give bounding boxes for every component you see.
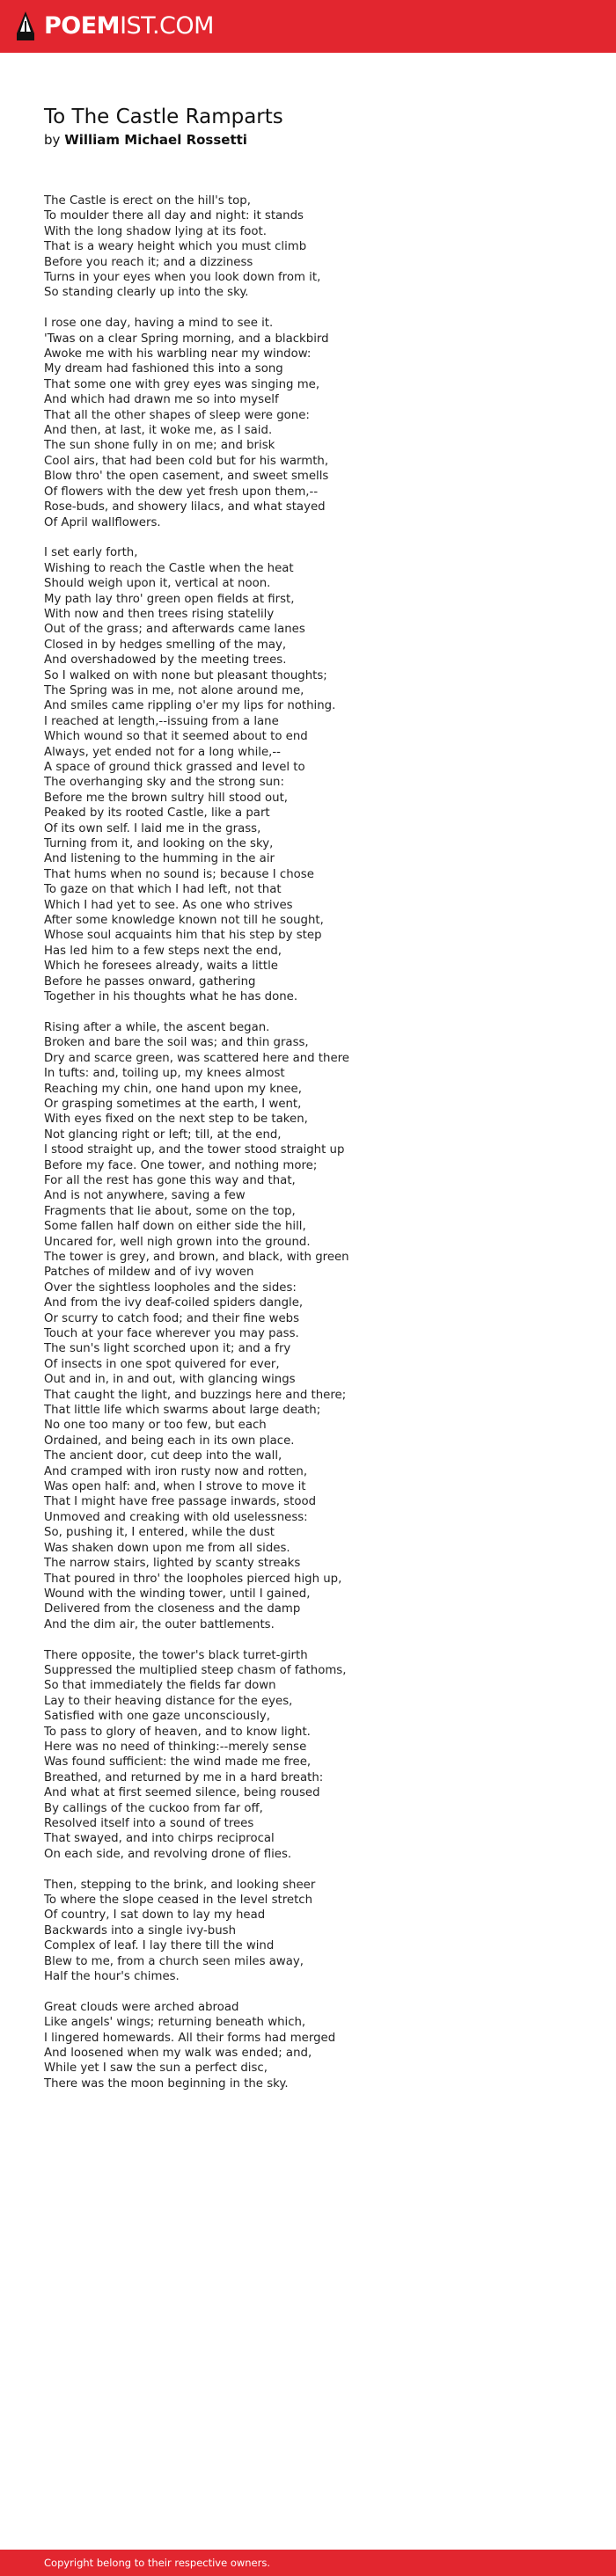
stanza	[44, 2000, 590, 2091]
poem-line: Unmoved and creaking with old uselessness:	[44, 1510, 308, 1524]
poem-line: Breathed, and returned by me in a hard breath:	[44, 1770, 324, 1784]
poem-line: That caught the light, and buzzings here and there;	[44, 1388, 347, 1402]
poem-line: Then, stepping to the brink, and looking sheer	[44, 1878, 316, 1892]
poem-line: Together in his thoughts what he has done.	[44, 990, 298, 1004]
site-footer	[0, 2550, 616, 2576]
poem-line: Before you reach it; and a dizziness	[44, 255, 253, 269]
footer-copyright: Copyright belong to their respective owners.	[44, 2557, 271, 2569]
poem-line: The Castle is erect on the hill's top,	[44, 194, 251, 208]
poem-line: That little life which swarms about large death;	[44, 1404, 321, 1418]
stanza	[44, 1878, 590, 1985]
poem-line: Before my face. One tower, and nothing more;	[44, 1158, 318, 1172]
poem-line: With eyes fixed on the next step to be taken,	[44, 1113, 308, 1127]
poem-line: To gaze on that which I had left, not that	[44, 883, 282, 897]
poem-line: Patches of mildew and of ivy woven	[44, 1266, 254, 1280]
stanza	[44, 316, 590, 530]
poem-line: Suppressed the multiplied steep chasm of fathoms,	[44, 1663, 347, 1677]
poem-line: Dry and scarce green, was scattered here and there	[44, 1051, 349, 1065]
poem-line: And the dim air, the outer battlements.	[44, 1617, 275, 1631]
poem-line: On each side, and revolving drone of flies.	[44, 1847, 292, 1861]
poem-line: Whose soul acquaints him that his step by step	[44, 929, 322, 943]
poem-line: The sun's light scorched upon it; and a fry	[44, 1342, 291, 1356]
stanza	[44, 545, 590, 1004]
poem-line: So that immediately the fields far down	[44, 1679, 276, 1693]
poem-line: By callings of the cuckoo from far off,	[44, 1801, 263, 1815]
poem-line: Over the sightless loopholes and the sides:	[44, 1281, 297, 1295]
poem-line: And from the ivy deaf-coiled spiders dangle,	[44, 1296, 304, 1310]
poem-line: Like angels' wings; returning beneath which,	[44, 2016, 306, 2030]
poem-line: Resolved itself into a sound of trees	[44, 1817, 254, 1830]
poem-line: Half the hour's chimes.	[44, 1970, 180, 1984]
poem-line: To where the slope ceased in the level stretch	[44, 1894, 313, 1908]
poem-line: Uncared for, well nigh grown into the ground.	[44, 1235, 311, 1249]
poem-line: A space of ground thick grassed and level to	[44, 761, 305, 774]
poem-line: Awoke me with his warbling near my window:	[44, 347, 312, 361]
site-logo-text	[44, 11, 214, 42]
logo-text-light: IST.COM	[120, 12, 214, 40]
poem-line: Was open half: and, when I strove to move it	[44, 1480, 306, 1494]
pen-nib-icon	[16, 11, 35, 42]
poem-line: Which he foresees already, waits a little	[44, 960, 278, 974]
poem-line: Which wound so that it seemed about to end	[44, 730, 308, 744]
poem-line: Out and in, in and out, with glancing wings	[44, 1373, 296, 1387]
poem-line: With now and then trees rising statelily	[44, 607, 275, 621]
poem-line: And loosened when my walk was ended; and,	[44, 2047, 312, 2061]
poem-line: Of April wallflowers.	[44, 515, 161, 529]
poem-line: To moulder there all day and night: it stands	[44, 209, 304, 223]
poem-line: I rose one day, having a mind to see it.	[44, 317, 274, 331]
poem-line: And which had drawn me so into myself	[44, 393, 279, 407]
byline	[44, 131, 572, 149]
poem-line: Always, yet ended not for a long while,--	[44, 745, 281, 759]
poem-line: There was the moon beginning in the sky.	[44, 2076, 289, 2091]
poem-line: Before he passes onward, gathering	[44, 974, 256, 989]
poem-line: Closed in by hedges smelling of the may,	[44, 638, 287, 652]
poem-line: The ancient door, cut deep into the wall,	[44, 1449, 282, 1463]
poem-line: That some one with grey eyes was singing me,	[44, 377, 320, 391]
poem-line: There opposite, the tower's black turret-girth	[44, 1648, 308, 1662]
poem-line: Should weigh upon it, vertical at noon.	[44, 577, 271, 591]
poem-line: And overshadowed by the meeting trees.	[44, 653, 287, 668]
poem-line: Blow thro' the open casement, and sweet smells	[44, 470, 329, 484]
poem-line: So, pushing it, I entered, while the dust	[44, 1526, 275, 1540]
poem-line: The sun shone fully in on me; and brisk	[44, 439, 275, 453]
stanza	[44, 1648, 590, 1863]
poem-line: And what at first seemed silence, being roused	[44, 1786, 320, 1800]
poem-line: My path lay thro' green open fields at first,	[44, 592, 295, 606]
poem-line: I stood straight up, and the tower stood straight up	[44, 1143, 345, 1157]
poem-line: I reached at length,--issuing from a lane	[44, 714, 279, 728]
poem-line: I lingered homewards. All their forms had merged	[44, 2031, 336, 2045]
poem-line: That swayed, and into chirps reciprocal	[44, 1832, 275, 1846]
poem-line: Of insects in one spot quivered for ever,	[44, 1357, 280, 1371]
poem-line: Or scurry to catch food; and their fine webs	[44, 1311, 300, 1325]
poem-line: So I walked on with none but pleasant thoughts;	[44, 668, 327, 682]
stanza	[44, 1020, 590, 1632]
poem-line: That poured in thro' the loopholes pierced high up,	[44, 1572, 342, 1586]
poem-line: Of flowers with the dew yet fresh upon them,--	[44, 485, 319, 499]
poem-line: Or grasping sometimes at the earth, I went,	[44, 1097, 302, 1111]
poem-line: Delivered from the closeness and the damp	[44, 1602, 301, 1616]
poem-line: That is a weary height which you must climb	[44, 240, 307, 254]
poem-line: And listening to the humming in the air	[44, 852, 275, 866]
poem-line: Was found sufficient: the wind made me free,	[44, 1755, 312, 1770]
poem-line: And cramped with iron rusty now and rotten,	[44, 1464, 308, 1478]
poem-line: With the long shadow lying at its foot.	[44, 224, 267, 238]
poem-line: The Spring was in me, not alone around me,	[44, 683, 304, 697]
poem-line: Complex of leaf. I lay there till the wind	[44, 1939, 275, 1953]
poem-line: To pass to glory of heaven, and to know light.	[44, 1725, 311, 1739]
poem-line: So standing clearly up into the sky.	[44, 286, 249, 300]
poem-line: Some fallen half down on either side the hill,	[44, 1220, 306, 1234]
poem-line: Satisfied with one gaze unconsciously,	[44, 1710, 270, 1724]
poem-line: Peaked by its rooted Castle, like a part	[44, 806, 270, 821]
poem-title: To The Castle Ramparts	[44, 106, 283, 128]
poem-line: That hums when no sound is; because I chose	[44, 867, 314, 881]
poem-line: Broken and bare the soil was; and thin grass,	[44, 1036, 309, 1050]
poem-line: Was shaken down upon me from all sides.	[44, 1541, 290, 1555]
poem-line: Of its own self. I laid me in the grass,	[44, 821, 261, 836]
poem-header	[44, 104, 572, 149]
poem-line: Of country, I sat down to lay my head	[44, 1908, 266, 1923]
poem-line: Blew to me, from a church seen miles away,	[44, 1954, 304, 1968]
poem-line: Has led him to a few steps next the end,	[44, 944, 282, 958]
poem-line: For all the rest has gone this way and that,	[44, 1173, 296, 1187]
poem-line: While yet I saw the sun a perfect disc,	[44, 2062, 268, 2076]
poem-line: Not glancing right or left; till, at the end,	[44, 1127, 282, 1142]
poem-line: Which I had yet to see. As one who strives	[44, 898, 293, 912]
poem-line: Wound with the winding tower, until I gained,	[44, 1587, 311, 1601]
poem-body	[44, 193, 590, 2107]
poem-line: That I might have free passage inwards, stood	[44, 1495, 317, 1509]
poem-line: The overhanging sky and the strong sun:	[44, 776, 284, 790]
poem-line: Lay to their heaving distance for the eyes,	[44, 1694, 293, 1708]
poem-line: Rising after a while, the ascent began.	[44, 1020, 270, 1034]
poem-line: Backwards into a single ivy-bush	[44, 1923, 237, 1937]
poem-line: 'Twas on a clear Spring morning, and a blackbird	[44, 332, 329, 346]
poem-line: The tower is grey, and brown, and black, with green	[44, 1250, 349, 1264]
poem-line: Rose-buds, and showery lilacs, and what stayed	[44, 500, 326, 514]
poem-line: Out of the grass; and afterwards came lanes	[44, 623, 305, 637]
poem-line: No one too many or too few, but each	[44, 1419, 267, 1433]
poem-line: Cool airs, that had been cold but for his warmth,	[44, 454, 329, 468]
poem-line: In tufts: and, toiling up, my knees almost	[44, 1067, 285, 1081]
poem-line: My dream had fashioned this into a song	[44, 362, 283, 376]
poem-line: Ordained, and being each in its own place.	[44, 1434, 295, 1448]
by-label: by	[44, 132, 61, 148]
poem-line: And then, at last, it woke me, as I said.	[44, 424, 273, 438]
poem-line: Reaching my chin, one hand upon my knee,	[44, 1082, 302, 1096]
poem-line: I set early forth,	[44, 546, 138, 560]
poem-line: The narrow stairs, lighted by scanty streaks	[44, 1557, 301, 1571]
poem-line: And is not anywhere, saving a few	[44, 1189, 246, 1203]
poem-line: After some knowledge known not till he sought,	[44, 914, 324, 928]
logo-text-bold: POEM	[44, 12, 121, 40]
poem-line: Wishing to reach the Castle when the heat	[44, 561, 294, 575]
stanza	[44, 193, 590, 301]
poem-line: That all the other shapes of sleep were gone:	[44, 408, 310, 422]
poem-line: Turning from it, and looking on the sky,	[44, 837, 274, 851]
site-header	[0, 0, 616, 53]
poem-line: And smiles came rippling o'er my lips for nothing.	[44, 699, 336, 713]
poem-line: Turns in your eyes when you look down from it,	[44, 271, 321, 285]
poem-line: Touch at your face wherever you may pass.	[44, 1327, 299, 1341]
poem-line: Great clouds were arched abroad	[44, 2000, 239, 2014]
poem-line: Fragments that lie about, some on the top,	[44, 1204, 296, 1218]
poem-author[interactable]: William Michael Rossetti	[64, 132, 247, 148]
poem-line: Before me the brown sultry hill stood out,	[44, 791, 289, 805]
poem-line: Here was no need of thinking:--merely sense	[44, 1740, 307, 1754]
site-logo[interactable]	[16, 11, 214, 42]
